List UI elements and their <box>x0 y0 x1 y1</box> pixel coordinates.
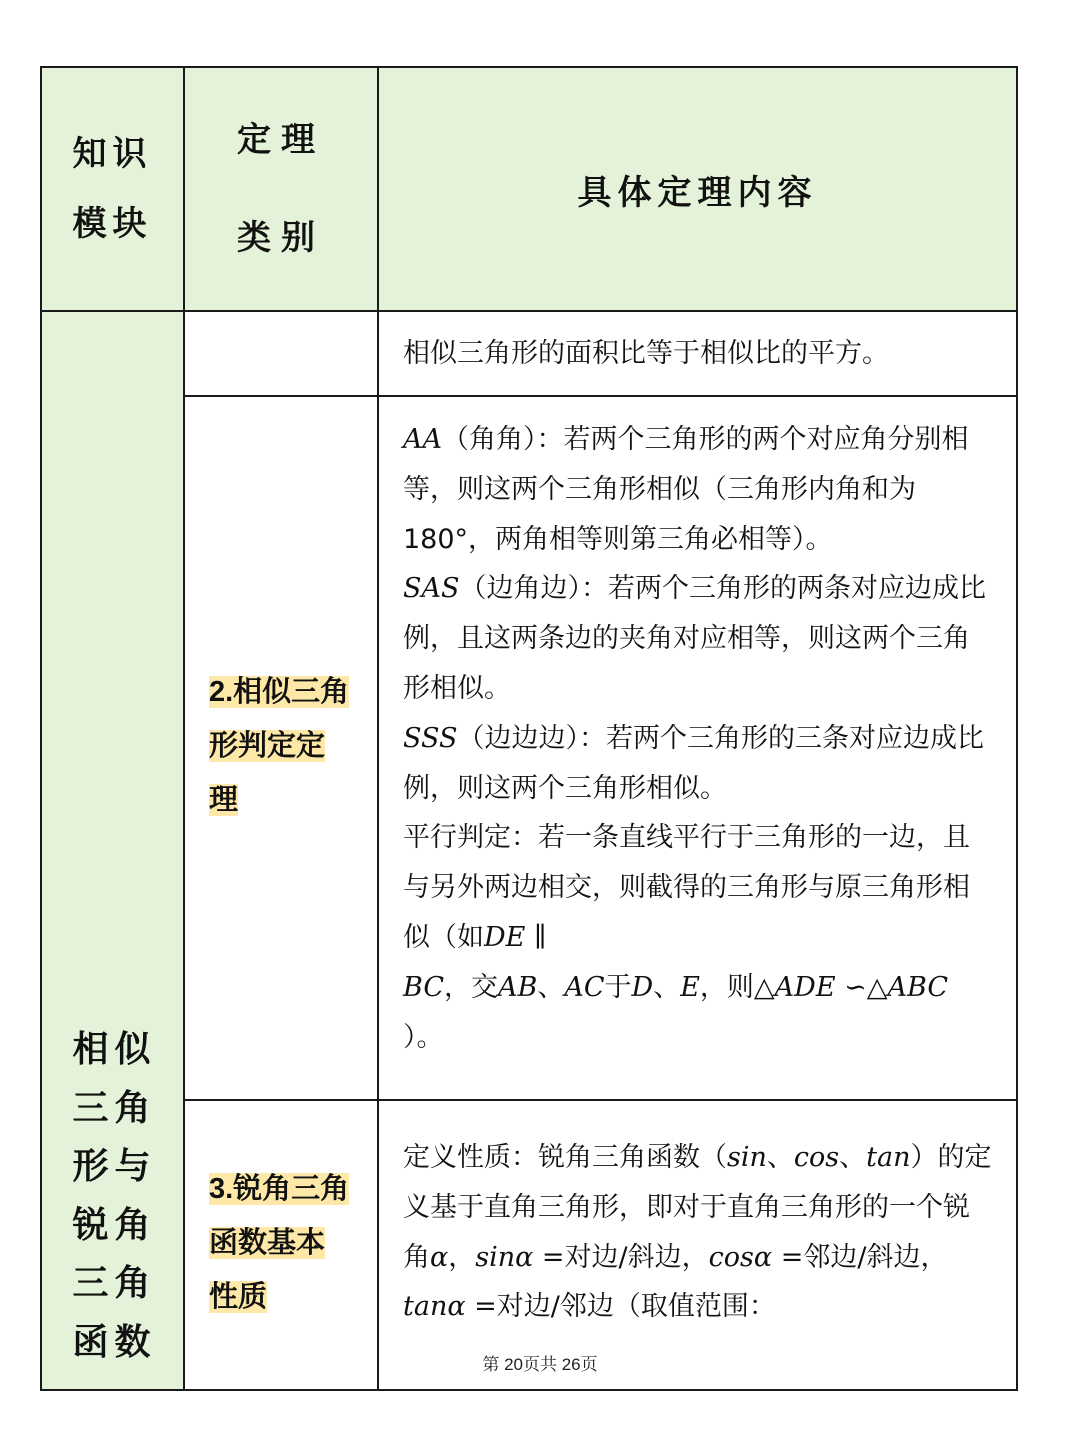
category-cell-empty <box>184 311 378 396</box>
trig-sin: sin <box>727 1142 767 1173</box>
parallel-expr-de: DE ∥ <box>484 921 547 953</box>
table-row-trig-functions <box>41 1100 1017 1390</box>
parallel-sep2: 、 <box>653 971 681 1003</box>
area-ratio-text: 相似三角形的面积比等于相似比的平方。 <box>403 337 889 369</box>
trig-sep1: 、 <box>766 1142 794 1173</box>
trig-t1: 定义性质：锐角三角函数（ <box>403 1142 727 1173</box>
trig-alpha: α <box>430 1241 449 1273</box>
parallel-criterion <box>403 813 994 1062</box>
trig-t5: 邻边/斜边， <box>803 1241 948 1273</box>
parallel-mid2: 于 <box>604 971 632 1003</box>
header-row <box>41 67 1017 311</box>
trig-sep2: 、 <box>839 1142 867 1173</box>
parallel-bc: BC <box>403 971 445 1003</box>
parallel-mid3: ，则 <box>699 971 754 1003</box>
header-knowledge-module <box>41 67 184 311</box>
header-theorem-category <box>184 67 378 311</box>
sas-text: （边角边）：若两个三角形的两条对应边成比例，且这两条边的夹角对应相等，则这两个三角形相似。 <box>403 573 986 704</box>
module-line: 锐角 <box>72 1203 157 1246</box>
parallel-end: ）。 <box>403 1021 444 1053</box>
sss-label: SSS <box>403 722 458 754</box>
aa-label: AA <box>403 424 442 455</box>
header-content-label: 具体定理内容 <box>577 172 818 213</box>
theorem-table <box>40 66 1018 1391</box>
header-knowledge-line2: 模块 <box>72 204 153 244</box>
header-knowledge-line1: 知识 <box>72 134 153 174</box>
aa-criterion <box>403 415 994 564</box>
category-label-similarity: 2.相似三角形判定定理 <box>209 676 350 816</box>
trig-definition <box>403 1133 994 1332</box>
trig-cos: cos <box>793 1142 840 1173</box>
parallel-sep: 、 <box>537 971 565 1003</box>
trig-cosa: cosα = <box>708 1241 804 1273</box>
trig-t4: 对边/斜边， <box>564 1241 709 1273</box>
trig-t3: ， <box>448 1241 476 1273</box>
sss-criterion <box>403 714 994 814</box>
parallel-d: D <box>631 971 654 1003</box>
content-similarity-criteria <box>378 396 1017 1100</box>
page-number: 第 20页共 26页 <box>482 1355 598 1374</box>
module-line: 函数 <box>72 1320 157 1363</box>
header-category-line1: 定理 <box>237 120 325 160</box>
header-theorem-content <box>378 67 1017 311</box>
trig-tana: tanα = <box>403 1291 497 1323</box>
table-row-similarity-criteria <box>41 396 1017 1100</box>
trig-t2: ）的定义基于直角三角形，即对于直角三角形的一个锐角 <box>403 1142 992 1273</box>
table-row-area-ratio <box>41 311 1017 396</box>
module-line: 三角 <box>72 1086 157 1129</box>
module-line: 形与 <box>72 1145 157 1187</box>
module-cell <box>41 311 184 1390</box>
module-line: 相似 <box>72 1028 157 1070</box>
trig-tan: tan <box>866 1142 911 1173</box>
parallel-ac: AC <box>564 971 605 1003</box>
trig-t6: 对边/邻边（取值范围： <box>496 1291 776 1323</box>
category-label-trig: 3.锐角三角函数基本性质 <box>209 1173 350 1313</box>
aa-text: （角角）：若两个三角形的两个对应角分别相等，则这两个三角形相似（三角形内角和为180°，两角相等则第三角必相等）。 <box>403 424 969 555</box>
sss-text: （边边边）：若两个三角形的三条对应边成比例，则这两个三角形相似。 <box>403 722 985 804</box>
sas-label: SAS <box>403 573 460 605</box>
module-line: 三角 <box>72 1262 157 1304</box>
sas-criterion <box>403 564 994 713</box>
parallel-mid1: ，交 <box>444 971 499 1003</box>
header-category-line2: 类别 <box>237 218 325 258</box>
parallel-e: E <box>680 971 700 1003</box>
category-cell-similarity <box>184 396 378 1100</box>
parallel-similar-expr: △ADE ∽△ABC <box>753 971 948 1003</box>
parallel-text: 平行判定：若一条直线平行于三角形的一边，且与另外两边相交，则截得的三角形与原三角形相似（如 <box>403 822 970 953</box>
content-area-ratio <box>378 311 1017 396</box>
category-cell-trig <box>184 1100 378 1390</box>
content-trig-functions <box>378 1100 1017 1390</box>
parallel-ab: AB <box>498 971 538 1003</box>
trig-sina: sinα = <box>475 1241 565 1273</box>
